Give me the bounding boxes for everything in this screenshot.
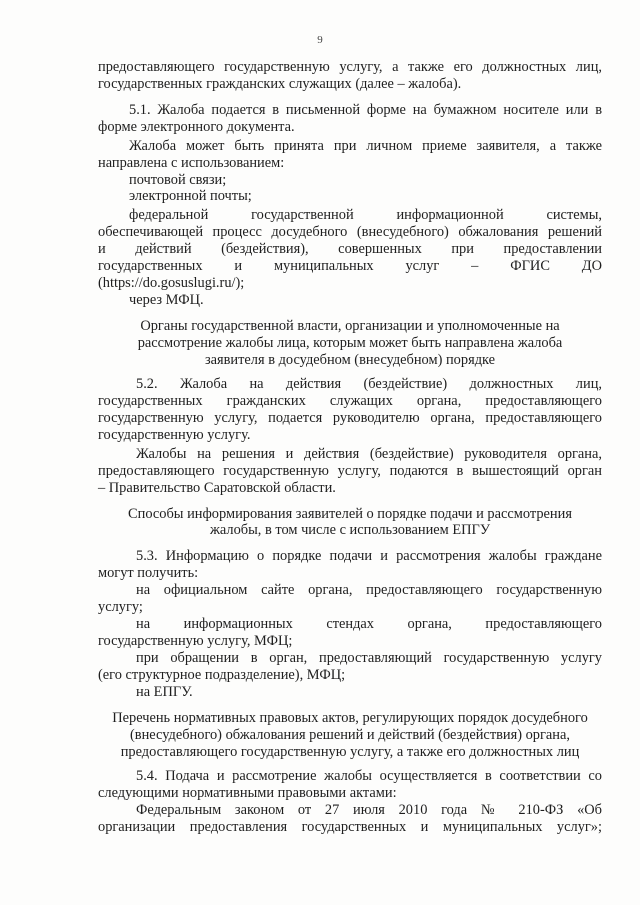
text-line: через МФЦ.: [129, 292, 204, 308]
text-line: Жалоба может быть принята при личном приеме заявителя, а также: [129, 138, 602, 154]
section-heading: предоставляющего государственную услугу, а также его должностных лиц: [120, 744, 580, 760]
text-line: и действий (бездействия), совершенных при предоставлении: [98, 241, 602, 257]
text-line: 5.1. Жалоба подается в письменной форме на бумажном носителе или в: [129, 102, 602, 118]
text-line: почтовой связи;: [129, 172, 227, 188]
text-line: Жалобы на решения и действия (бездействие) руководителя органа,: [136, 446, 602, 462]
text-line: (https://do.gosuslugi.ru/);: [98, 275, 245, 291]
text-line: 5.2. Жалоба на действия (бездействие) должностных лиц,: [136, 376, 602, 392]
text-line: государственную услугу, МФЦ;: [98, 633, 293, 649]
text-line: Федеральным законом от 27 июля 2010 года № 210-ФЗ «Об: [136, 802, 602, 818]
section-heading: жалобы, в том числе с использованием ЕПГУ: [209, 522, 491, 538]
text-line: форме электронного документа.: [98, 119, 295, 135]
text-line: организации предоставления государственных и муниципальных услуг»;: [98, 819, 602, 835]
text-line: могут получить:: [98, 565, 199, 581]
text-line: (его структурное подразделение), МФЦ;: [98, 667, 346, 683]
text-line: предоставляющего государственную услугу, подаются в вышестоящий орган: [98, 463, 602, 479]
text-line: электронной почты;: [129, 188, 252, 204]
text-line: 5.3. Информацию о порядке подачи и рассмотрения жалобы граждане: [136, 548, 602, 564]
page-number: 9: [317, 34, 323, 46]
text-line: государственных гражданских служащих (далее – жалоба).: [98, 76, 462, 92]
section-heading: рассмотрение жалобы лица, которым может быть направлена жалоба: [137, 335, 563, 351]
text-line: государственных гражданских служащих органа, предоставляющего: [98, 393, 602, 409]
text-line: направлена с использованием:: [98, 155, 285, 171]
text-line: государственную услугу, подается руководителю органа, предоставляющего: [98, 410, 602, 426]
text-line: 5.4. Подача и рассмотрение жалобы осуществляется в соответствии со: [136, 768, 602, 784]
text-line: на информационных стендах органа, предоставляющего: [136, 616, 602, 632]
text-line: при обращении в орган, предоставляющий государственную услугу: [136, 650, 602, 666]
section-heading: Перечень нормативных правовых актов, регулирующих порядок досудебного: [112, 710, 588, 726]
text-line: федеральной государственной информационной системы,: [129, 207, 602, 223]
section-heading: заявителя в досудебном (внесудебном) порядке: [204, 352, 496, 368]
text-line: государственных и муниципальных услуг – ФГИС ДО: [98, 258, 602, 274]
section-heading: Органы государственной власти, организации и уполномоченные на: [140, 318, 560, 334]
text-line: на ЕПГУ.: [136, 684, 193, 700]
text-line: предоставляющего государственную услугу, а также его должностных лиц,: [98, 59, 602, 75]
section-heading: Способы информирования заявителей о порядке подачи и рассмотрения: [128, 506, 572, 522]
text-line: следующими нормативными правовыми актами:: [98, 785, 397, 801]
text-line: государственную услугу.: [98, 427, 251, 443]
text-line: – Правительство Саратовской области.: [98, 480, 336, 496]
text-line: услугу;: [98, 599, 143, 615]
section-heading: (внесудебного) обжалования решений и действий (бездействия) органа,: [130, 727, 570, 743]
text-line: обеспечивающей процесс досудебного (внесудебного) обжалования решений: [98, 224, 602, 240]
text-line: на официальном сайте органа, предоставляющего государственную: [136, 582, 602, 598]
